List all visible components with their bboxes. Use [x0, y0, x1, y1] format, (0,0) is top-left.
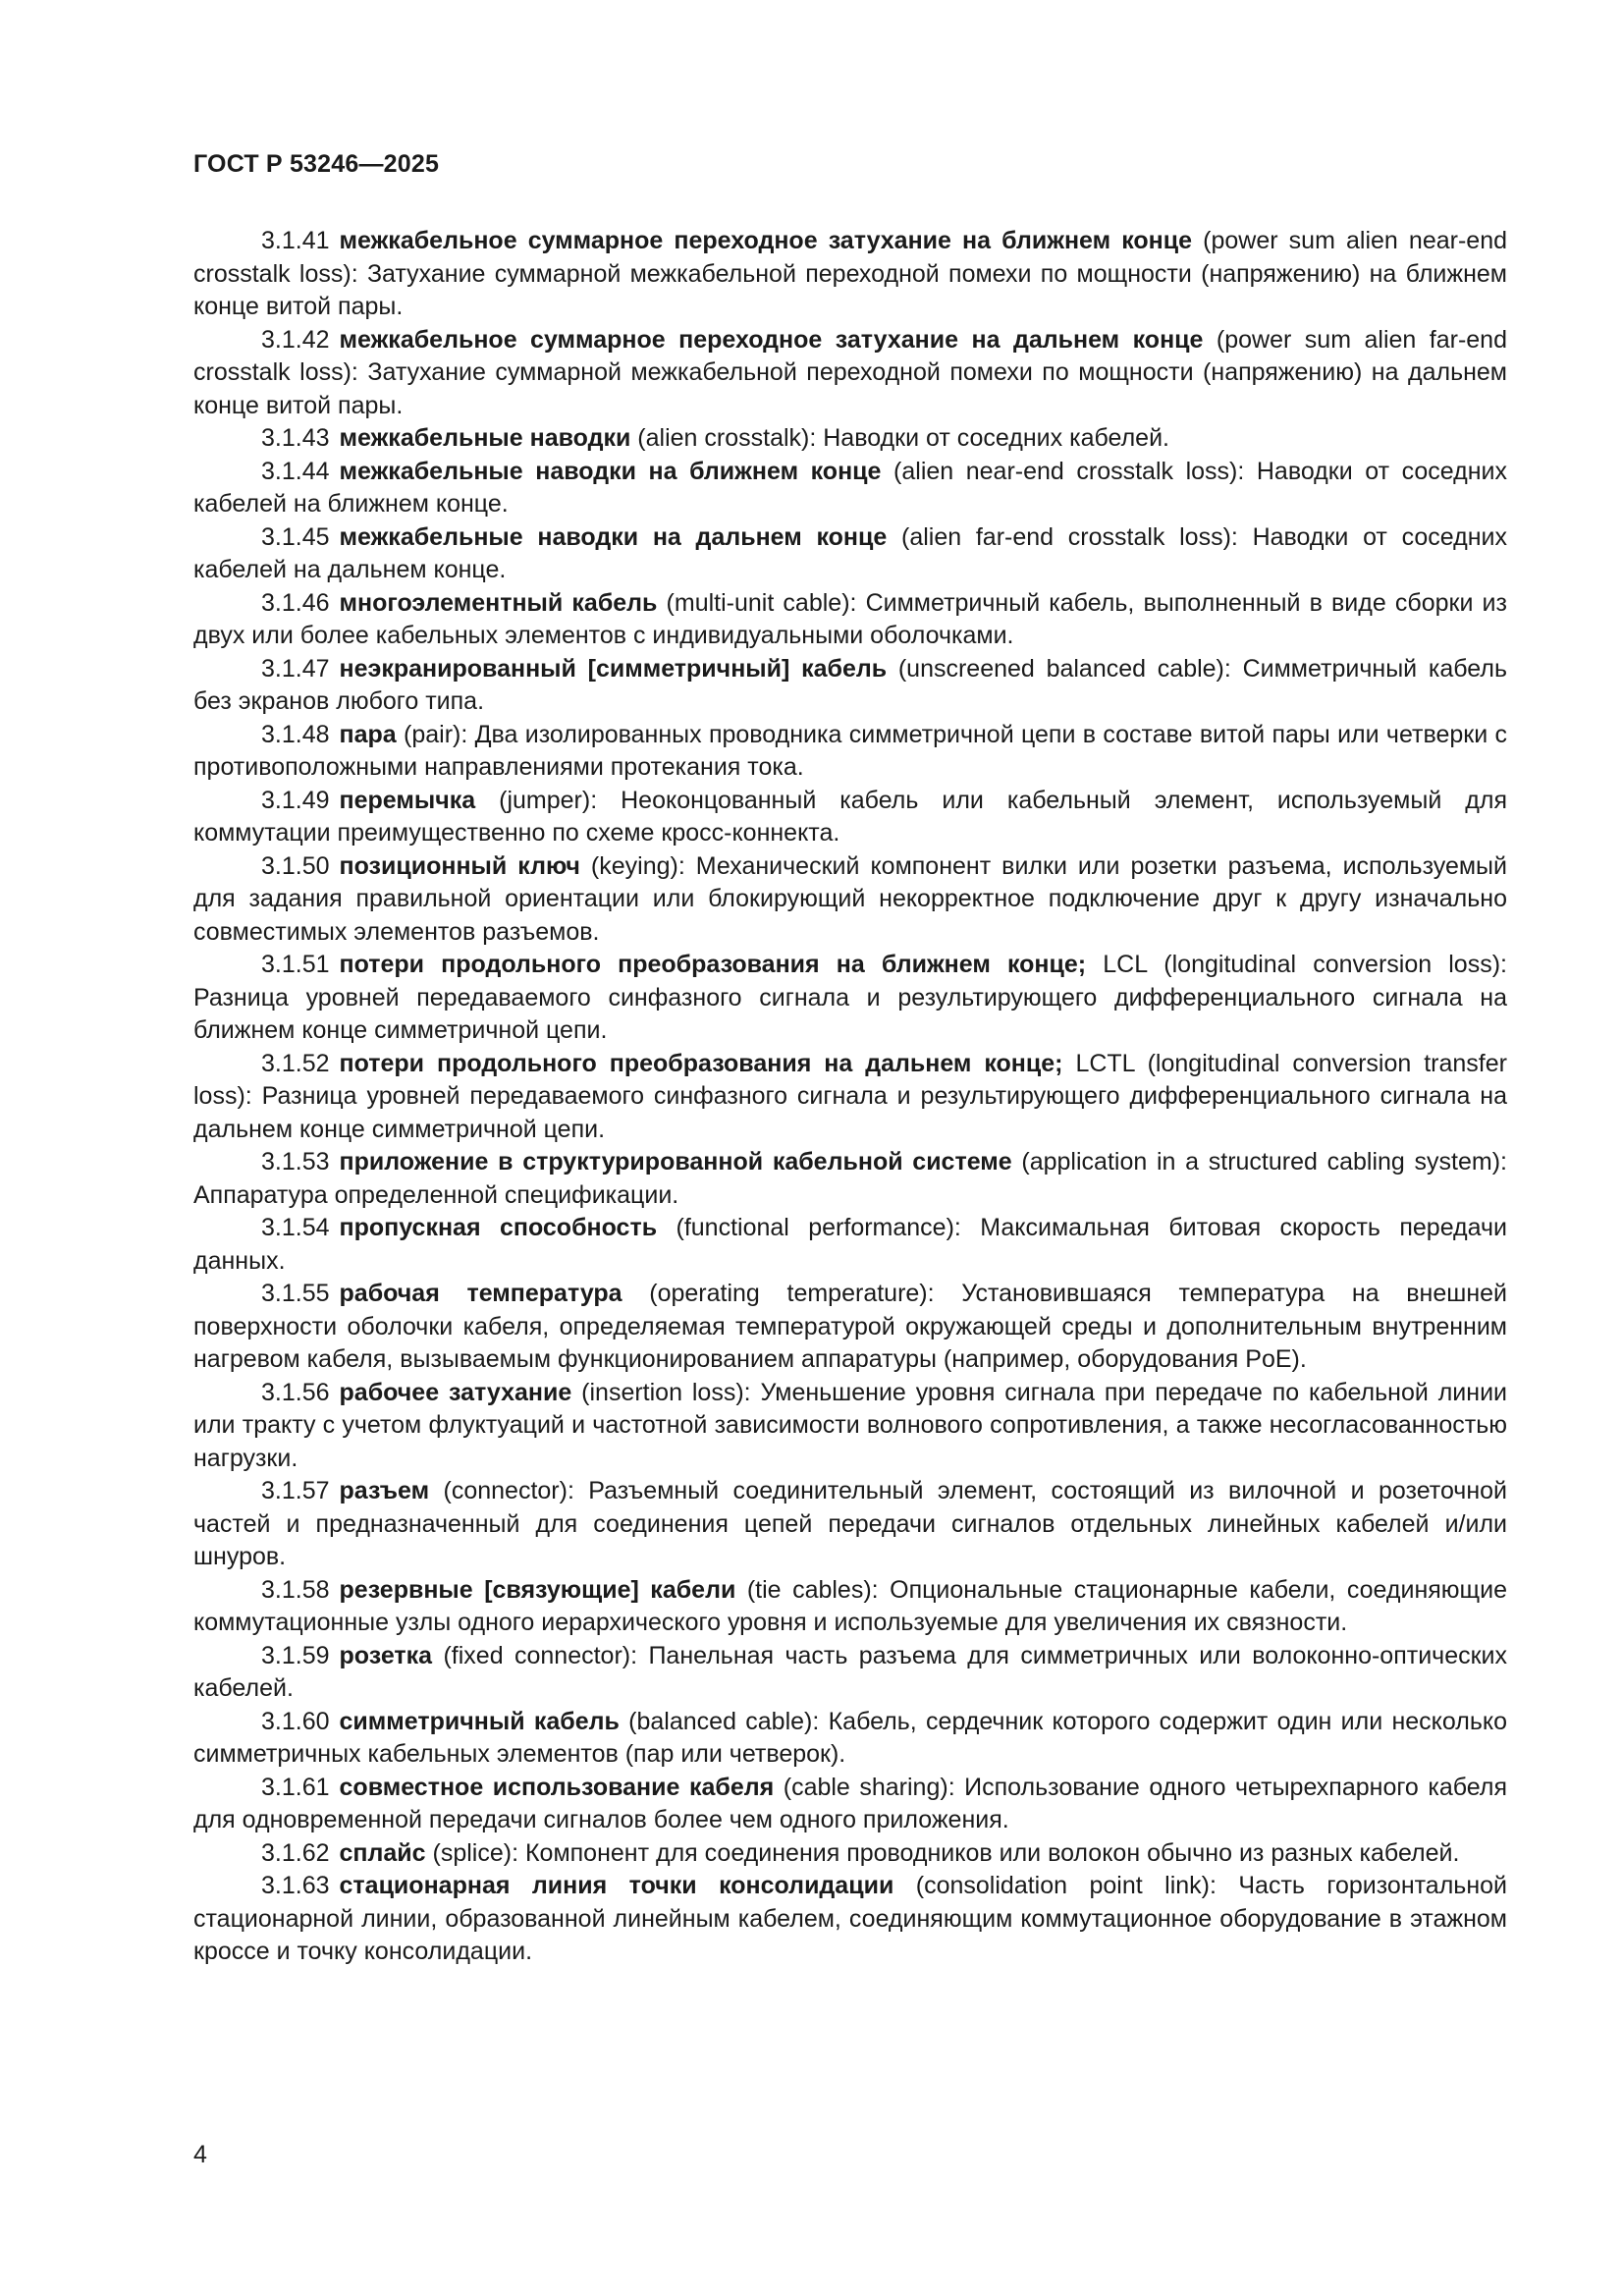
entry-term: межкабельное суммарное переходное затухание на дальнем конце	[339, 325, 1204, 354]
entry-number: 3.1.47	[261, 654, 330, 683]
entry-definition: (pair): Два изолированных проводника симметричной цепи в составе витой пары или четверки с противоположными направлениями протекания тока.	[193, 720, 1507, 781]
entry-definition: (jumper): Неоконцованный кабель или кабельный элемент, используемый для коммутации преимущественно по схеме кросс-коннекта.	[193, 786, 1507, 847]
definition-entry	[193, 225, 1507, 324]
entry-definition: (application in a structured cabling system): Аппаратура определенной спецификации.	[193, 1148, 1507, 1209]
entry-term: пропускная способность	[339, 1214, 658, 1241]
entry-number: 3.1.60	[261, 1707, 330, 1735]
entry-term: приложение в структурированной кабельной системе	[339, 1148, 1012, 1175]
definition-entry	[193, 1772, 1507, 1837]
definition-entry	[193, 1574, 1507, 1640]
entry-definition: (insertion loss): Уменьшение уровня сигнала при передаче по кабельной линии или тракту с учетом флуктуаций и частотной зависимости волнового сопротивления, а также несогласованностью нагрузки.	[193, 1378, 1507, 1472]
entry-term: потери продольного преобразования на дальнем конце;	[339, 1049, 1063, 1077]
entry-number: 3.1.61	[261, 1773, 330, 1801]
definition-entry	[193, 949, 1507, 1048]
entry-term: позиционный ключ	[339, 851, 580, 880]
entry-number: 3.1.46	[261, 588, 330, 617]
entry-definition: (keying): Механический компонент вилки или розетки разъема, используемый для задания правильной ориентации или блокирующий некорректное подключение друг к другу изначально совместимых элементов разъемов.	[193, 851, 1507, 946]
definition-entry	[193, 1870, 1507, 1969]
entry-definition: (alien near-end crosstalk loss): Наводки от соседних кабелей на ближнем конце.	[193, 457, 1507, 518]
definition-entry	[193, 719, 1507, 785]
entry-number: 3.1.59	[261, 1641, 330, 1669]
entry-term: сплайс	[339, 1838, 426, 1867]
entry-number: 3.1.56	[261, 1378, 330, 1406]
entry-number: 3.1.51	[261, 951, 330, 978]
definition-entry	[193, 422, 1507, 456]
entry-term: совместное использование кабеля	[339, 1773, 775, 1801]
entry-number: 3.1.45	[261, 522, 330, 551]
entry-definition: (operating temperature): Установившаяся температура на внешней поверхности оболочки кабеля, определяемая температурой окружающей среды и дополнительным внутренним нагревом кабеля, вызываемым функционированием аппаратуры (например, оборудования PoE).	[193, 1280, 1507, 1373]
entry-number: 3.1.62	[261, 1838, 330, 1867]
entry-term: межкабельные наводки	[339, 424, 631, 452]
entry-term: рабочее затухание	[339, 1378, 572, 1406]
definition-entry	[193, 587, 1507, 653]
entry-definition: (power sum alien far-end crosstalk loss): Затухание суммарной межкабельной переходной помехи по мощности (напряжению) на дальнем конце витой пары.	[193, 325, 1507, 419]
definition-entry	[193, 785, 1507, 850]
entry-term: розетка	[339, 1641, 433, 1669]
entry-definition: (power sum alien near-end crosstalk loss): Затухание суммарной межкабельной переходной помехи по мощности (напряжению) на ближнем конце витой пары.	[193, 227, 1508, 320]
entry-definition: (multi-unit cable): Симметричный кабель, выполненный в виде сборки из двух или более кабельных элементов с индивидуальными оболочками.	[193, 588, 1507, 649]
document-header: ГОСТ Р 53246—2025	[193, 150, 440, 178]
definition-entry	[193, 1377, 1507, 1476]
entry-definition: (balanced cable): Кабель, сердечник которого содержит один или несколько симметричных кабельных элементов (пар или четверок).	[193, 1707, 1507, 1768]
entry-term: межкабельные наводки на дальнем конце	[339, 522, 888, 551]
entry-term: стационарная линия точки консолидации	[339, 1872, 894, 1899]
definition-entry	[193, 1640, 1507, 1706]
entry-number: 3.1.43	[261, 424, 330, 452]
entry-definition: (splice): Компонент для соединения проводников или волокон обычно из разных кабелей.	[425, 1838, 1460, 1867]
entry-term: пара	[339, 720, 397, 748]
definition-entry	[193, 1048, 1507, 1147]
entry-definition: (cable sharing): Использование одного четырехпарного кабеля для одновременной передачи сигналов более чем одного приложения.	[193, 1773, 1507, 1833]
entry-number: 3.1.42	[261, 325, 330, 354]
entry-term: рабочая температура	[339, 1280, 622, 1307]
entry-number: 3.1.57	[261, 1477, 330, 1504]
entry-term: резервные [связующие] кабели	[339, 1575, 736, 1604]
entry-definition: (tie cables): Опциональные стационарные кабели, соединяющие коммутационные узлы одного иерархического уровня и используемые для увеличения их связности.	[193, 1575, 1507, 1636]
definition-entry	[193, 1706, 1507, 1772]
page-number: 4	[193, 2141, 207, 2168]
definitions-list	[193, 225, 1507, 1969]
definition-entry	[193, 456, 1507, 521]
entry-term: межкабельное суммарное переходное затухание на ближнем конце	[339, 227, 1193, 254]
definition-entry	[193, 1837, 1507, 1871]
entry-definition: (connector): Разъемный соединительный элемент, состоящий из вилочной и розеточной частей и предназначенный для соединения цепей передачи сигналов отдельных линейных кабелей и/или шнуров.	[193, 1477, 1507, 1570]
entry-number: 3.1.52	[261, 1049, 330, 1077]
definition-entry	[193, 1212, 1507, 1278]
entry-term: разъем	[339, 1477, 430, 1504]
entry-number: 3.1.49	[261, 786, 330, 814]
entry-number: 3.1.44	[261, 457, 330, 485]
entry-definition: (fixed connector): Панельная часть разъема для симметричных или волоконно-оптических кабелей.	[193, 1641, 1507, 1702]
entry-definition: (alien crosstalk): Наводки от соседних кабелей.	[630, 424, 1169, 452]
entry-number: 3.1.41	[261, 227, 330, 254]
entry-term: межкабельные наводки на ближнем конце	[339, 457, 882, 485]
entry-term: неэкранированный [симметричный] кабель	[339, 654, 888, 683]
definition-entry	[193, 1146, 1507, 1212]
definition-entry	[193, 653, 1507, 719]
entry-definition: (alien far-end crosstalk loss): Наводки от соседних кабелей на дальнем конце.	[193, 522, 1507, 583]
entry-number: 3.1.50	[261, 851, 330, 880]
entry-number: 3.1.54	[261, 1214, 330, 1241]
definition-entry	[193, 850, 1507, 950]
definition-entry	[193, 521, 1507, 587]
entry-number: 3.1.48	[261, 720, 330, 748]
definition-entry	[193, 324, 1507, 423]
definition-entry	[193, 1475, 1507, 1574]
entry-term: многоэлементный кабель	[339, 588, 658, 617]
entry-term: перемычка	[339, 786, 476, 814]
entry-term: потери продольного преобразования на ближнем конце;	[339, 951, 1087, 978]
definition-entry	[193, 1278, 1507, 1377]
entry-term: симметричный кабель	[339, 1707, 620, 1735]
entry-number: 3.1.55	[261, 1280, 330, 1307]
entry-definition: (functional performance): Максимальная битовая скорость передачи данных.	[193, 1214, 1507, 1275]
entry-definition: LCL (longitudinal conversion loss): Разница уровней передаваемого синфазного сигнала и результирующего дифференциального сигнала на ближнем конце симметричной цепи.	[193, 951, 1507, 1044]
entry-number: 3.1.53	[261, 1148, 330, 1175]
entry-number: 3.1.58	[261, 1575, 330, 1604]
entry-definition: (consolidation point link): Часть горизонтальной стационарной линии, образованной линейным кабелем, соединяющим коммутационное оборудование в этажном кроссе и точку консолидации.	[193, 1872, 1507, 1965]
entry-number: 3.1.63	[261, 1872, 330, 1899]
entry-definition: (unscreened balanced cable): Симметричный кабель без экранов любого типа.	[193, 654, 1507, 715]
entry-definition: LCTL (longitudinal conversion transfer loss): Разница уровней передаваемого синфазного сигнала и результирующего дифференциального сигнала на дальнем конце симметричной цепи.	[193, 1049, 1507, 1143]
